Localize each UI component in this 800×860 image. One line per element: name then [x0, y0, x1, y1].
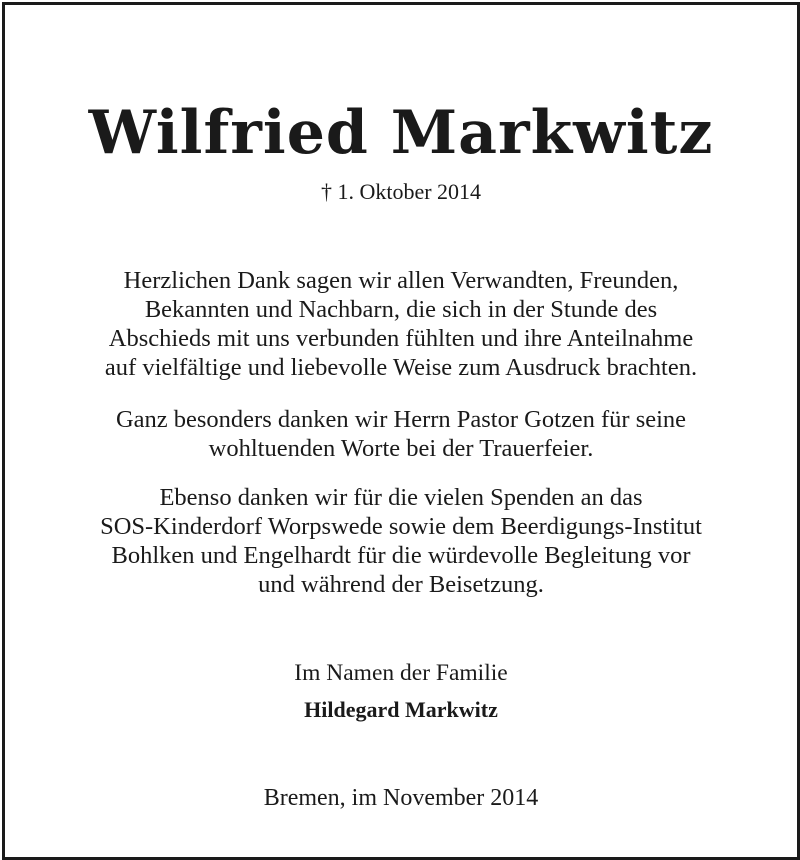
- paragraph-line: SOS-Kinderdorf Worpswede sowie dem Beerdigungs-Institut: [100, 513, 702, 540]
- thanks-paragraph-2: [5, 405, 797, 463]
- paragraph-line: auf vielfältige und liebevolle Weise zum Ausdruck brachten.: [104, 354, 698, 381]
- notice-frame: [2, 2, 800, 860]
- thanks-paragraph-3: [5, 483, 797, 599]
- family-intro: Im Namen der Familie: [294, 660, 508, 686]
- paragraph-line: wohltuenden Worte bei der Trauerfeier.: [208, 435, 594, 462]
- paragraph-line: Ganz besonders danken wir Herrn Pastor Gotzen für seine: [115, 406, 687, 433]
- notice-content: [5, 5, 797, 857]
- thanks-paragraph-1: [5, 266, 797, 382]
- signer-name: Hildegard Markwitz: [304, 697, 498, 722]
- paragraph-line: Bohlken und Engelhardt für die würdevolle Begleitung vor: [111, 542, 691, 569]
- death-date: † 1. Oktober 2014: [320, 179, 482, 204]
- paragraph-line: und während der Beisetzung.: [258, 571, 544, 598]
- place-date: Bremen, im November 2014: [263, 785, 539, 811]
- paragraph-line: Bekannten und Nachbarn, die sich in der Stunde des: [144, 296, 658, 323]
- deceased-name: Wilfried Markwitz: [88, 98, 714, 168]
- paragraph-line: Herzlichen Dank sagen wir allen Verwandten, Freunden,: [123, 267, 679, 294]
- paragraph-line: Ebenso danken wir für die vielen Spenden an das: [159, 484, 643, 511]
- paragraph-line: Abschieds mit uns verbunden fühlten und ihre Anteilnahme: [108, 325, 694, 352]
